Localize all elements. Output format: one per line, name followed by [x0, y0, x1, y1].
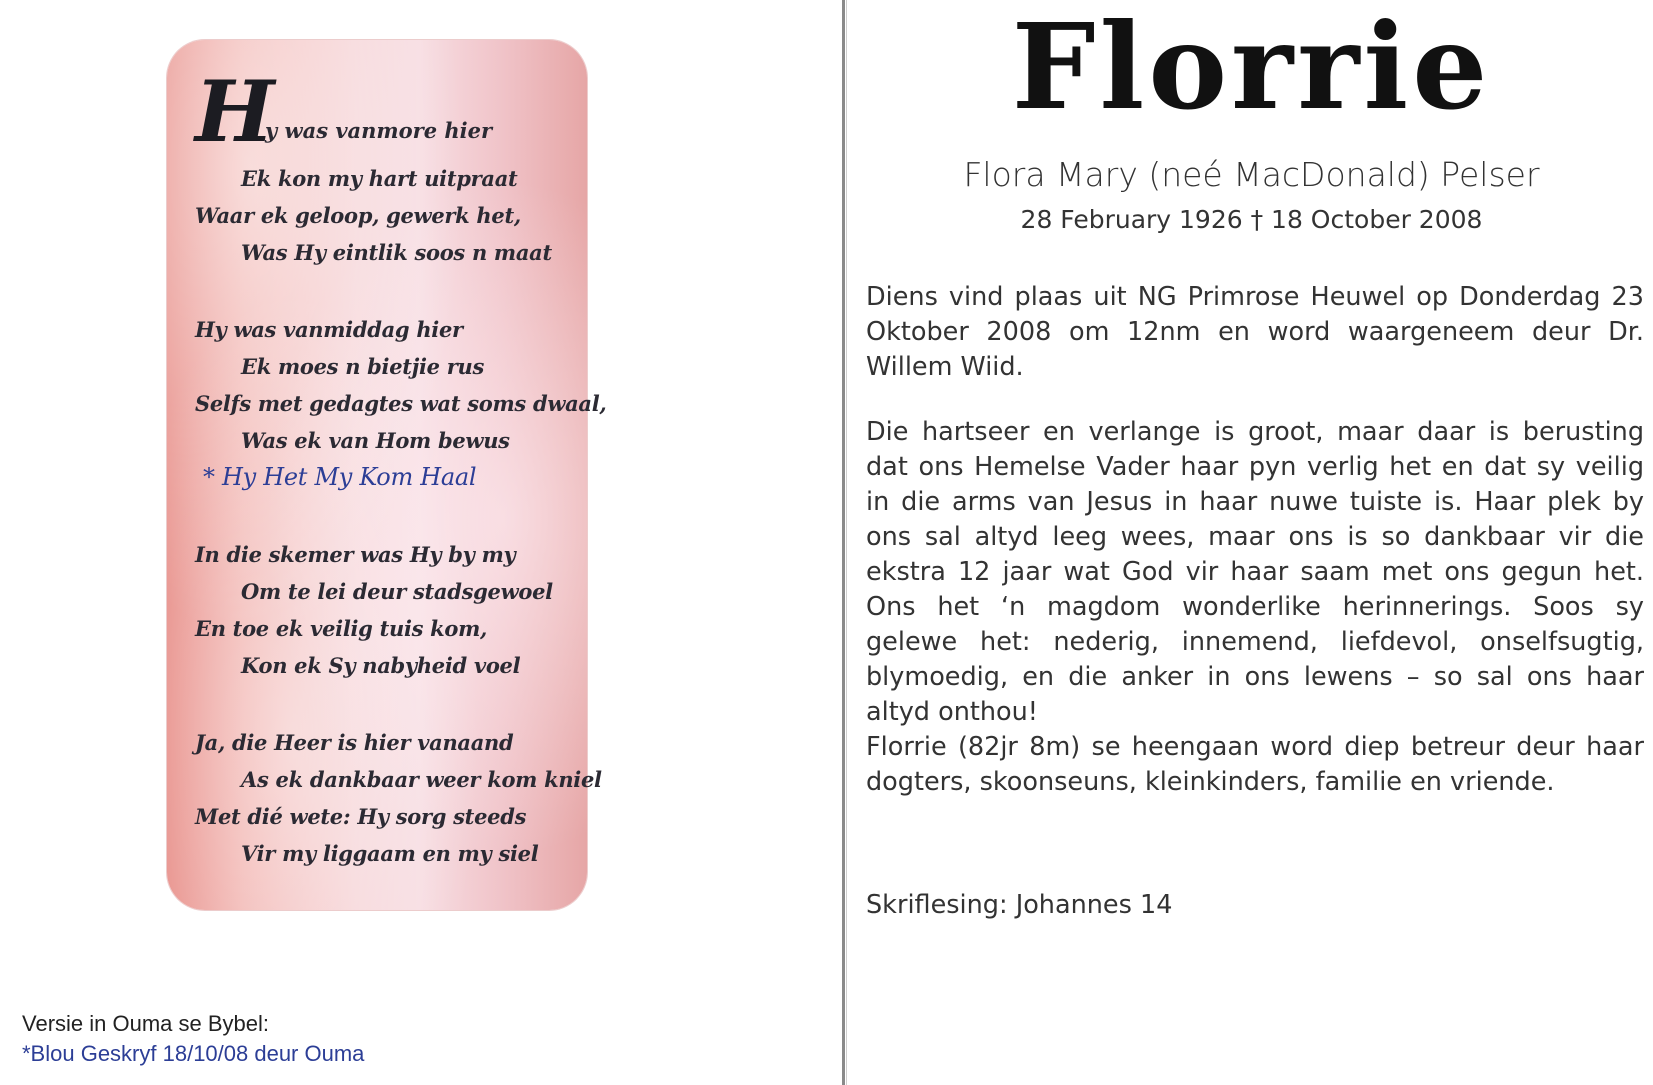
poem-first-line: y was vanmore hier — [265, 118, 493, 143]
bible-note — [22, 1009, 364, 1069]
poem-line: En toe ek veilig tuis kom, — [195, 616, 488, 641]
mourners-paragraph: Florrie (82jr 8m) se heengaan word diep betreur deur haar dogters, skoonseuns, kleinkinders, familie en vriende. — [866, 732, 1644, 797]
right-page — [850, 0, 1653, 1085]
poem-line: Met dié wete: Hy sorg steeds — [195, 804, 527, 829]
poem-line: In die skemer was Hy by my — [195, 542, 516, 567]
poem-line: Was ek van Hom bewus — [241, 428, 510, 453]
poem-line: Ek moes n bietjie rus — [241, 354, 484, 379]
service-paragraph: Diens vind plaas uit NG Primrose Heuwel op Donderdag 23 Oktober 2008 om 12nm en word waargeneem deur Dr. Willem Wiid. — [866, 282, 1644, 382]
poem-line: Vir my liggaam en my siel — [241, 841, 539, 866]
poem-line: Kon ek Sy nabyheid voel — [241, 653, 521, 678]
poem-first-row — [195, 62, 567, 161]
poem — [195, 62, 607, 872]
life-dates: 28 February 1926 † 18 October 2008 — [1020, 205, 1483, 234]
scripture-reading: Skriflesing: Johannes 14 — [866, 890, 1173, 920]
poem-highlight-line: * Hy Het My Kom Haal — [203, 463, 477, 491]
poem-line: Hy was vanmiddag hier — [195, 317, 463, 342]
tribute-paragraph: Die hartseer en verlange is groot, maar daar is berusting dat ons Hemelse Vader haar pyn verlig het en dat sy veilig in die arms van Jesus in haar nuwe tuiste is. Haar plek by ons sal altyd leeg wees, maar ons is so dankbaar vir die ekstra 12 jaar wat God vir haar saam met ons gegun het. Ons het ‘n magdom wonderlike herinnerings. Soos sy gelewe het: nederig, innemend, liefdevol, onselfsugtig, blymoedig, en die anker in ons lewens – so sal ons haar altyd onthou! — [866, 417, 1644, 727]
poem-line: Waar ek geloop, gewerk het, — [195, 203, 521, 228]
page-fold-divider — [842, 0, 845, 1085]
page-fold-shadow — [846, 0, 847, 1085]
poem-drop-cap: H — [195, 62, 275, 161]
poem-card — [167, 40, 607, 910]
bible-note-line1: Versie in Ouma se Bybel: — [22, 1011, 270, 1036]
notice-title: Florrie — [1011, 0, 1492, 136]
poem-line: Ja, die Heer is hier vanaand — [195, 730, 514, 755]
poem-line: Ek kon my hart uitpraat — [241, 166, 518, 191]
poem-line: Om te lei deur stadsgewoel — [241, 579, 553, 604]
poem-line: Was Hy eintlik soos n maat — [241, 240, 552, 265]
poem-line: As ek dankbaar weer kom kniel — [241, 767, 602, 792]
bible-note-line2: *Blou Geskryf 18/10/08 deur Ouma — [22, 1041, 365, 1066]
poem-line: Selfs met gedagtes wat soms dwaal, — [195, 391, 607, 416]
notice-body — [866, 280, 1644, 830]
deceased-full-name: Flora Mary (neé MacDonald) Pelser — [963, 155, 1540, 194]
